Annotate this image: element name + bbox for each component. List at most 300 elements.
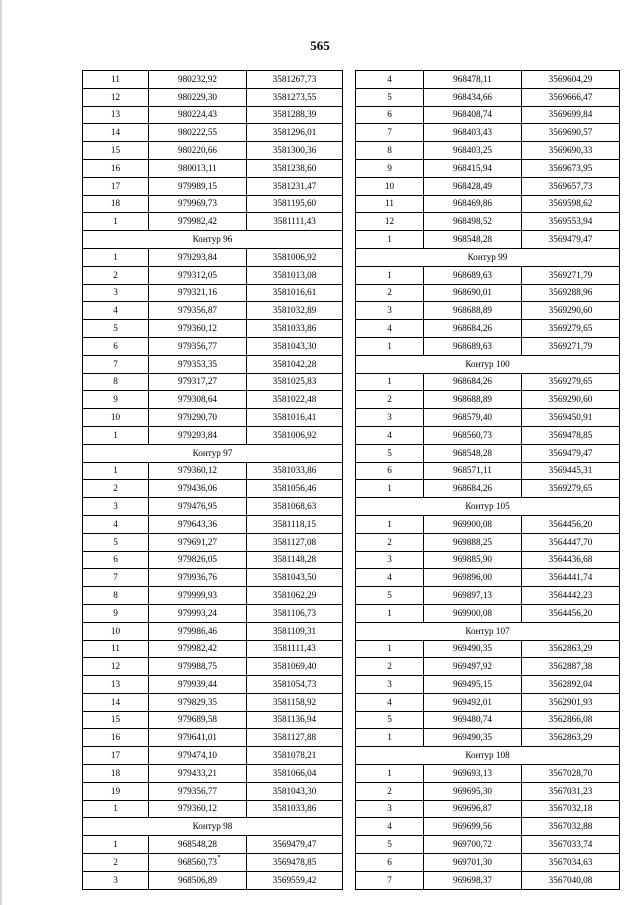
point-number: 1 (83, 800, 149, 818)
y-coordinate: 3581022,48 (247, 391, 343, 409)
x-coordinate: 979689,58 (149, 711, 247, 729)
point-number: 7 (356, 124, 424, 142)
point-number: 1 (356, 266, 424, 284)
point-number: 3 (356, 800, 424, 818)
table-row (83, 302, 343, 320)
y-coordinate: 3581195,60 (247, 195, 343, 213)
point-number: 1 (83, 836, 149, 854)
point-number: 1 (356, 480, 424, 498)
x-coordinate: 979433,21 (149, 765, 247, 783)
table-row (356, 373, 620, 391)
table-row (83, 248, 343, 266)
y-coordinate: 3567040,08 (522, 871, 620, 889)
table-row (356, 391, 620, 409)
point-number: 7 (83, 569, 149, 587)
y-coordinate: 3581043,30 (247, 337, 343, 355)
y-coordinate: 3581006,92 (247, 248, 343, 266)
contour-title: Контур 97 (83, 444, 343, 462)
table-row (356, 604, 620, 622)
y-coordinate: 3581267,73 (247, 71, 343, 89)
point-number: 9 (83, 604, 149, 622)
x-coordinate: 979474,10 (149, 747, 247, 765)
x-coordinate: 968690,01 (424, 284, 522, 302)
x-coordinate: 979353,35 (149, 355, 247, 373)
point-number: 1 (356, 515, 424, 533)
y-coordinate: 3569604,29 (522, 71, 620, 89)
x-coordinate: 979993,24 (149, 604, 247, 622)
table-row (83, 462, 343, 480)
x-coordinate: 980232,92 (149, 71, 247, 89)
contour-header-row (83, 231, 343, 249)
point-number: 8 (356, 142, 424, 160)
x-coordinate: 969699,56 (424, 818, 522, 836)
x-coordinate: 969492,01 (424, 693, 522, 711)
x-coordinate: 969490,35 (424, 640, 522, 658)
table-row (356, 124, 620, 142)
point-number: 15 (83, 711, 149, 729)
y-coordinate: 3581033,86 (247, 462, 343, 480)
y-coordinate: 3567028,70 (522, 765, 620, 783)
point-number: 6 (356, 462, 424, 480)
y-coordinate: 3569690,33 (522, 142, 620, 160)
coordinates-table-right (355, 70, 620, 890)
table-row (83, 676, 343, 694)
y-coordinate: 3581033,86 (247, 320, 343, 338)
x-coordinate: 979317,27 (149, 373, 247, 391)
x-coordinate: 968408,74 (424, 106, 522, 124)
point-number: 3 (356, 551, 424, 569)
y-coordinate: 3569288,96 (522, 284, 620, 302)
y-coordinate: 3564441,74 (522, 569, 620, 587)
x-coordinate: 968434,66 (424, 88, 522, 106)
x-coordinate: 979436,06 (149, 480, 247, 498)
y-coordinate: 3569279,65 (522, 373, 620, 391)
point-number: 18 (83, 765, 149, 783)
x-coordinate: 968498,52 (424, 213, 522, 231)
point-number: 1 (83, 213, 149, 231)
x-coordinate: 979988,75 (149, 658, 247, 676)
contour-title: Контур 108 (356, 747, 620, 765)
y-coordinate: 3569478,85 (247, 854, 343, 872)
y-coordinate: 3569478,85 (522, 426, 620, 444)
x-coordinate: 968403,25 (424, 142, 522, 160)
point-number: 5 (356, 444, 424, 462)
point-number: 12 (83, 658, 149, 676)
x-coordinate: 968478,11 (424, 71, 522, 89)
x-coordinate: 979290,70 (149, 409, 247, 427)
x-coordinate: 979989,15 (149, 177, 247, 195)
x-coordinate: 979293,84 (149, 248, 247, 266)
point-number: 17 (83, 747, 149, 765)
y-coordinate: 3581106,73 (247, 604, 343, 622)
table-row (83, 142, 343, 160)
point-number: 5 (356, 88, 424, 106)
x-coordinate: 969700,72 (424, 836, 522, 854)
y-coordinate: 3562887,38 (522, 658, 620, 676)
point-number: 9 (83, 391, 149, 409)
point-number: 17 (83, 177, 149, 195)
point-number: 3 (83, 871, 149, 889)
table-row (356, 765, 620, 783)
table-row (83, 711, 343, 729)
x-coordinate: 969698,37 (424, 871, 522, 889)
y-coordinate: 3569450,91 (522, 409, 620, 427)
y-coordinate: 3564456,20 (522, 604, 620, 622)
point-number: 12 (83, 88, 149, 106)
x-coordinate: 979308,64 (149, 391, 247, 409)
table-row (356, 177, 620, 195)
x-coordinate: 979641,01 (149, 729, 247, 747)
point-number: 15 (83, 142, 149, 160)
y-coordinate: 3581006,92 (247, 426, 343, 444)
table-row (356, 729, 620, 747)
table-row (83, 765, 343, 783)
y-coordinate: 3581056,46 (247, 480, 343, 498)
point-number: 5 (83, 320, 149, 338)
table-row (83, 587, 343, 605)
y-coordinate: 3581054,73 (247, 676, 343, 694)
y-coordinate: 3569690,57 (522, 124, 620, 142)
y-coordinate: 3567034,63 (522, 854, 620, 872)
point-number: 4 (356, 693, 424, 711)
table-row (356, 142, 620, 160)
point-number: 5 (83, 533, 149, 551)
table-row (83, 480, 343, 498)
contour-header-row (356, 248, 620, 266)
point-number: 5 (356, 836, 424, 854)
table-row (83, 88, 343, 106)
y-coordinate: 3581043,30 (247, 782, 343, 800)
point-number: 3 (356, 409, 424, 427)
x-coordinate: 979982,42 (149, 213, 247, 231)
table-row (83, 658, 343, 676)
point-number: 2 (356, 533, 424, 551)
point-number: 1 (356, 373, 424, 391)
x-coordinate: 979356,77 (149, 782, 247, 800)
table-row (356, 676, 620, 694)
table-row (356, 159, 620, 177)
point-number: 1 (83, 462, 149, 480)
table-row (83, 373, 343, 391)
point-number: 16 (83, 729, 149, 747)
y-coordinate: 3581025,83 (247, 373, 343, 391)
table-row (83, 124, 343, 142)
point-number: 13 (83, 106, 149, 124)
y-coordinate: 3569445,31 (522, 462, 620, 480)
table-row (356, 462, 620, 480)
table-row (356, 836, 620, 854)
y-coordinate: 3562863,29 (522, 640, 620, 658)
table-row (83, 284, 343, 302)
table-row (83, 159, 343, 177)
point-number: 6 (83, 337, 149, 355)
y-coordinate: 3569657,73 (522, 177, 620, 195)
table-row (356, 515, 620, 533)
x-coordinate: 980224,43 (149, 106, 247, 124)
x-coordinate: 969480,74 (424, 711, 522, 729)
table-row (83, 266, 343, 284)
point-number: 6 (83, 551, 149, 569)
y-coordinate: 3581066,04 (247, 765, 343, 783)
point-number: 2 (356, 284, 424, 302)
table-row (83, 426, 343, 444)
x-coordinate: 969900,08 (424, 604, 522, 622)
x-coordinate: 968571,11 (424, 462, 522, 480)
x-coordinate: 969896,00 (424, 569, 522, 587)
x-coordinate: 968428,49 (424, 177, 522, 195)
point-number: 3 (356, 676, 424, 694)
contour-header-row (83, 818, 343, 836)
point-number: 3 (83, 498, 149, 516)
point-number: 4 (356, 818, 424, 836)
table-row (356, 551, 620, 569)
table-row (356, 266, 620, 284)
table-row (83, 800, 343, 818)
table-row (356, 693, 620, 711)
x-coordinate: 968415,94 (424, 159, 522, 177)
y-coordinate: 3581238,60 (247, 159, 343, 177)
table-row (356, 302, 620, 320)
table-row (356, 444, 620, 462)
point-number: 4 (83, 515, 149, 533)
y-coordinate: 3564447,70 (522, 533, 620, 551)
point-number: 8 (83, 373, 149, 391)
x-coordinate: 968688,89 (424, 391, 522, 409)
table-row (356, 818, 620, 836)
point-number: 1 (83, 248, 149, 266)
contour-title: Контур 99 (356, 248, 620, 266)
y-coordinate: 3569271,79 (522, 337, 620, 355)
y-coordinate: 3581069,40 (247, 658, 343, 676)
point-number: 7 (356, 871, 424, 889)
x-coordinate: 968548,28 (424, 231, 522, 249)
y-coordinate: 3581148,28 (247, 551, 343, 569)
x-coordinate: 979969,73 (149, 195, 247, 213)
table-row (83, 604, 343, 622)
x-coordinate: 969701,30 (424, 854, 522, 872)
point-number: 10 (83, 622, 149, 640)
table-row (356, 195, 620, 213)
x-coordinate: 979999,93 (149, 587, 247, 605)
coordinates-table-left (82, 70, 343, 890)
point-number: 4 (83, 302, 149, 320)
y-coordinate: 3581296,01 (247, 124, 343, 142)
point-number: 4 (356, 569, 424, 587)
y-coordinate: 3581062,29 (247, 587, 343, 605)
x-coordinate: 968560,73 (149, 854, 247, 872)
y-coordinate: 3562866,08 (522, 711, 620, 729)
table-row (83, 498, 343, 516)
point-number: 1 (83, 426, 149, 444)
table-row (356, 871, 620, 889)
x-coordinate: 979312,05 (149, 266, 247, 284)
table-row (83, 195, 343, 213)
table-row (356, 533, 620, 551)
point-number: 14 (83, 693, 149, 711)
point-number: 9 (356, 159, 424, 177)
x-coordinate: 968684,26 (424, 480, 522, 498)
y-coordinate: 3564456,20 (522, 515, 620, 533)
contour-header-row (356, 747, 620, 765)
y-coordinate: 3569290,60 (522, 302, 620, 320)
y-coordinate: 3569673,95 (522, 159, 620, 177)
point-number: 11 (83, 71, 149, 89)
table-row (356, 782, 620, 800)
x-coordinate: 979360,12 (149, 320, 247, 338)
page-number: 565 (310, 38, 330, 53)
table-row (83, 106, 343, 124)
y-coordinate: 3581231,47 (247, 177, 343, 195)
x-coordinate: 969897,13 (424, 587, 522, 605)
point-number: 16 (83, 159, 149, 177)
y-coordinate: 3564436,68 (522, 551, 620, 569)
table-row (356, 800, 620, 818)
y-coordinate: 3569479,47 (522, 231, 620, 249)
point-number: 4 (356, 320, 424, 338)
contour-header-row (356, 498, 620, 516)
y-coordinate: 3569666,47 (522, 88, 620, 106)
table-row (356, 71, 620, 89)
point-number: 6 (356, 854, 424, 872)
y-coordinate: 3564442,23 (522, 587, 620, 605)
y-coordinate: 3581042,28 (247, 355, 343, 373)
contour-title: Контур 98 (83, 818, 343, 836)
x-coordinate: 980013,11 (149, 159, 247, 177)
x-coordinate: 969900,08 (424, 515, 522, 533)
x-coordinate: 968506,89 (149, 871, 247, 889)
x-coordinate: 968560,73 (424, 426, 522, 444)
page-edge (0, 0, 2, 905)
x-coordinate: 979829,35 (149, 693, 247, 711)
x-coordinate: 979360,12 (149, 462, 247, 480)
y-coordinate: 3569559,42 (247, 871, 343, 889)
x-coordinate: 979321,16 (149, 284, 247, 302)
x-coordinate: 968684,26 (424, 373, 522, 391)
table-row (356, 88, 620, 106)
table-row (83, 551, 343, 569)
y-coordinate: 3581016,41 (247, 409, 343, 427)
x-coordinate: 980220,66 (149, 142, 247, 160)
y-coordinate: 3581273,55 (247, 88, 343, 106)
x-coordinate: 980229,30 (149, 88, 247, 106)
table-row (83, 409, 343, 427)
y-coordinate: 3569598,62 (522, 195, 620, 213)
table-row (356, 711, 620, 729)
point-number: 4 (356, 71, 424, 89)
table-row (356, 480, 620, 498)
table-row (83, 729, 343, 747)
x-coordinate: 969497,92 (424, 658, 522, 676)
y-coordinate: 3581032,89 (247, 302, 343, 320)
y-coordinate: 3569279,65 (522, 320, 620, 338)
x-coordinate: 979293,84 (149, 426, 247, 444)
x-coordinate: 979982,42 (149, 640, 247, 658)
point-number: 11 (356, 195, 424, 213)
table-row (83, 854, 343, 872)
y-coordinate: 3581288,39 (247, 106, 343, 124)
table-row (83, 871, 343, 889)
table-row (83, 391, 343, 409)
x-coordinate: 968403,43 (424, 124, 522, 142)
y-coordinate: 3581127,08 (247, 533, 343, 551)
contour-title: Контур 96 (83, 231, 343, 249)
x-coordinate: 969888,25 (424, 533, 522, 551)
table-row (83, 337, 343, 355)
contour-header-row (356, 355, 620, 373)
y-coordinate: 3569699,84 (522, 106, 620, 124)
point-number: 1 (356, 765, 424, 783)
point-number: 5 (356, 587, 424, 605)
contour-title: Контур 105 (356, 498, 620, 516)
y-coordinate: 3569279,65 (522, 480, 620, 498)
table-row (356, 587, 620, 605)
point-number: 2 (356, 658, 424, 676)
table-row (83, 693, 343, 711)
contour-title: Контур 100 (356, 355, 620, 373)
point-number: 13 (83, 676, 149, 694)
x-coordinate: 979691,27 (149, 533, 247, 551)
table-row (83, 355, 343, 373)
scan-speck (218, 855, 220, 857)
x-coordinate: 979356,77 (149, 337, 247, 355)
x-coordinate: 979356,87 (149, 302, 247, 320)
x-coordinate: 979360,12 (149, 800, 247, 818)
y-coordinate: 3581016,61 (247, 284, 343, 302)
table-row (356, 337, 620, 355)
table-row (356, 284, 620, 302)
x-coordinate: 980222,55 (149, 124, 247, 142)
y-coordinate: 3562892,04 (522, 676, 620, 694)
contour-header-row (83, 444, 343, 462)
y-coordinate: 3562863,29 (522, 729, 620, 747)
table-row (83, 533, 343, 551)
table-row (356, 409, 620, 427)
y-coordinate: 3581136,94 (247, 711, 343, 729)
x-coordinate: 969490,35 (424, 729, 522, 747)
point-number: 2 (83, 854, 149, 872)
point-number: 18 (83, 195, 149, 213)
point-number: 8 (83, 587, 149, 605)
table-row (83, 320, 343, 338)
x-coordinate: 968469,86 (424, 195, 522, 213)
y-coordinate: 3581078,21 (247, 747, 343, 765)
x-coordinate: 979986,46 (149, 622, 247, 640)
point-number: 4 (356, 426, 424, 444)
point-number: 2 (356, 782, 424, 800)
x-coordinate: 969695,30 (424, 782, 522, 800)
table-row (83, 640, 343, 658)
y-coordinate: 3567031,23 (522, 782, 620, 800)
point-number: 2 (83, 480, 149, 498)
x-coordinate: 968688,89 (424, 302, 522, 320)
table-row (356, 569, 620, 587)
x-coordinate: 969885,90 (424, 551, 522, 569)
point-number: 12 (356, 213, 424, 231)
x-coordinate: 969696,87 (424, 800, 522, 818)
table-row (83, 782, 343, 800)
y-coordinate: 3581111,43 (247, 640, 343, 658)
y-coordinate: 3581158,92 (247, 693, 343, 711)
point-number: 3 (356, 302, 424, 320)
y-coordinate: 3569553,94 (522, 213, 620, 231)
x-coordinate: 979939,44 (149, 676, 247, 694)
point-number: 19 (83, 782, 149, 800)
x-coordinate: 968689,63 (424, 337, 522, 355)
y-coordinate: 3567033,74 (522, 836, 620, 854)
table-row (83, 836, 343, 854)
x-coordinate: 979476,95 (149, 498, 247, 516)
table-row (83, 622, 343, 640)
